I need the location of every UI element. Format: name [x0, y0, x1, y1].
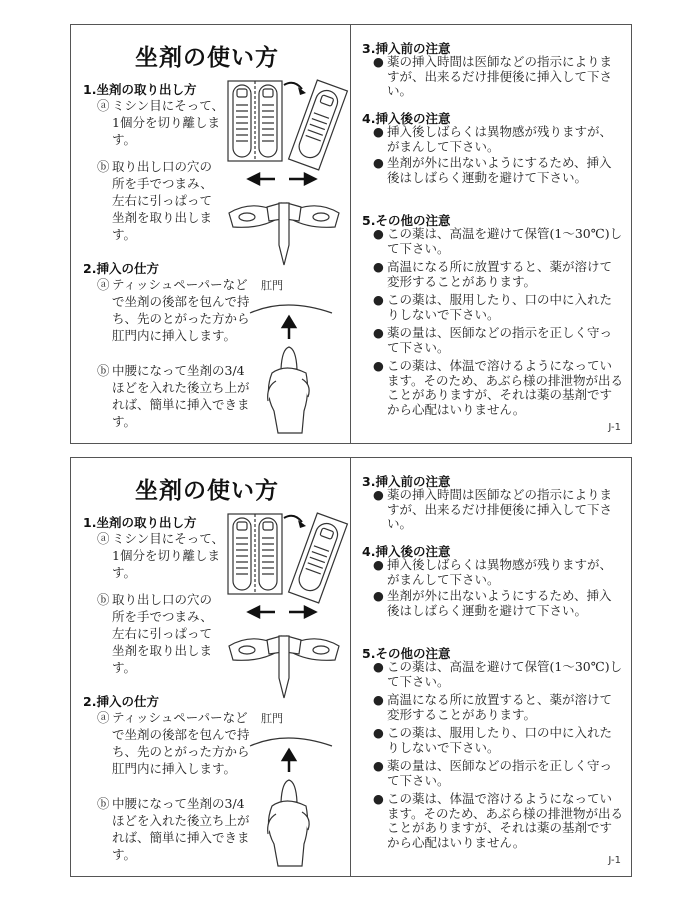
step-text: 取り出し口の穴の所を手でつまみ、左右に引っぱって坐剤を取り出します。 [112, 592, 213, 675]
step-text: 中腰になって坐剤の3/4ほどを入れた後立ち上がれば、簡単に挿入できます。 [112, 363, 250, 429]
bullet-icon: ● [373, 758, 384, 773]
bullet-icon: ● [373, 54, 384, 69]
insertion-illustration [246, 293, 336, 438]
note-text: 薬の量は、医師などの指示を正しく守って下さい。 [387, 325, 613, 355]
blister-pack-illustration [226, 75, 346, 185]
section-heading-other: 5.その他の注意 [362, 646, 451, 661]
bullet-icon: ● [373, 659, 384, 674]
bullet-icon: ● [373, 292, 384, 307]
section-heading-after: 4.挿入後の注意 [362, 544, 451, 559]
right-column [351, 25, 633, 443]
anus-label: 肛門 [261, 712, 283, 725]
bullet-icon: ● [373, 487, 384, 502]
bullet-icon: ● [373, 259, 384, 274]
bullet-icon: ● [373, 226, 384, 241]
document-code: J-1 [608, 422, 621, 433]
note-text: 坐剤が外に出ないようにするため、挿入後はしばらく運動を避けて下さい。 [387, 588, 612, 618]
section-heading-other: 5.その他の注意 [362, 213, 451, 228]
note-text: この薬は、高温を避けて保管(1〜30℃)して下さい。 [387, 226, 623, 256]
document-code: J-1 [608, 855, 621, 866]
note-bullet [373, 660, 623, 689]
left-column [71, 25, 350, 443]
note-text: 坐剤が外に出ないようにするため、挿入後はしばらく運動を避けて下さい。 [387, 155, 612, 185]
step-marker: ⓑ [97, 796, 110, 811]
note-text: 挿入後しばらくは異物感が残りますが、がまんして下さい。 [387, 124, 613, 154]
section-heading-before: 3.挿入前の注意 [362, 474, 451, 489]
note-text: この薬は、高温を避けて保管(1〜30℃)して下さい。 [387, 659, 623, 689]
bullet-icon: ● [373, 325, 384, 340]
removal-step-b [97, 158, 221, 243]
note-bullet [373, 726, 623, 755]
insertion-step-a [97, 709, 251, 777]
note-text: この薬は、服用したり、口の中に入れたりしないで下さい。 [387, 292, 613, 322]
note-bullet [373, 55, 623, 99]
step-text: ミシン目にそって、1個分を切り離します。 [112, 531, 224, 580]
step-marker: ⓐ [97, 531, 110, 546]
note-text: 挿入後しばらくは異物感が残りますが、がまんして下さい。 [387, 557, 613, 587]
note-text: この薬は、服用したり、口の中に入れたりしないで下さい。 [387, 725, 613, 755]
note-bullet [373, 156, 623, 185]
right-column [351, 458, 633, 876]
note-bullet [373, 227, 623, 256]
section-heading-removal: 1.坐剤の取り出し方 [83, 515, 197, 530]
step-text: 取り出し口の穴の所を手でつまみ、左右に引っぱって坐剤を取り出します。 [112, 159, 213, 242]
note-bullet [373, 488, 623, 532]
note-text: 高温になる所に放置すると、薬が溶けて変形することがあります。 [387, 259, 613, 289]
note-bullet [373, 558, 623, 587]
step-text: ティッシュペーパーなどで坐剤の後部を包んで持ち、先のとがった方から肛門内に挿入します。 [112, 710, 250, 776]
anus-label: 肛門 [261, 279, 283, 292]
bullet-icon: ● [373, 557, 384, 572]
note-text: この薬は、体温で溶けるようになっています。そのため、あぶら様の排泄物が出ることがありますが、それは薬の基剤ですから心配はいりません。 [387, 358, 624, 417]
bullet-icon: ● [373, 588, 384, 603]
blister-pack-illustration [226, 508, 346, 618]
step-text: 中腰になって坐剤の3/4ほどを入れた後立ち上がれば、簡単に挿入できます。 [112, 796, 250, 862]
removal-step-a [97, 97, 229, 148]
insertion-step-a [97, 276, 251, 344]
note-bullet [373, 589, 623, 618]
bullet-icon: ● [373, 155, 384, 170]
note-bullet [373, 326, 623, 355]
section-heading-before: 3.挿入前の注意 [362, 41, 451, 56]
note-text: 薬の挿入時間は医師などの指示によりますが、出来るだけ排便後に挿入して下さい。 [387, 54, 613, 98]
note-bullet [373, 693, 623, 722]
section-heading-after: 4.挿入後の注意 [362, 111, 451, 126]
section-heading-insertion: 2.挿入の仕方 [83, 261, 159, 276]
section-heading-insertion: 2.挿入の仕方 [83, 694, 159, 709]
insertion-step-b [97, 362, 251, 430]
bullet-icon: ● [373, 358, 384, 373]
step-marker: ⓑ [97, 363, 110, 378]
removal-step-b [97, 591, 221, 676]
bullet-icon: ● [373, 124, 384, 139]
step-marker: ⓐ [97, 277, 110, 292]
note-bullet [373, 792, 623, 850]
instruction-card [70, 457, 632, 877]
note-bullet [373, 260, 623, 289]
card-title: 坐剤の使い方 [135, 478, 279, 504]
step-text: ミシン目にそって、1個分を切り離します。 [112, 98, 224, 147]
instruction-card [70, 24, 632, 444]
note-bullet [373, 125, 623, 154]
insertion-step-b [97, 795, 251, 863]
left-column [71, 458, 350, 876]
insertion-illustration [246, 726, 336, 871]
step-text: ティッシュペーパーなどで坐剤の後部を包んで持ち、先のとがった方から肛門内に挿入します。 [112, 277, 250, 343]
pull-apart-illustration [219, 606, 349, 706]
bullet-icon: ● [373, 791, 384, 806]
note-bullet [373, 759, 623, 788]
pull-apart-illustration [219, 173, 349, 273]
note-text: この薬は、体温で溶けるようになっています。そのため、あぶら様の排泄物が出ることがありますが、それは薬の基剤ですから心配はいりません。 [387, 791, 624, 850]
bullet-icon: ● [373, 725, 384, 740]
card-title: 坐剤の使い方 [135, 45, 279, 71]
step-marker: ⓐ [97, 710, 110, 725]
note-text: 薬の挿入時間は医師などの指示によりますが、出来るだけ排便後に挿入して下さい。 [387, 487, 613, 531]
section-heading-removal: 1.坐剤の取り出し方 [83, 82, 197, 97]
note-bullet [373, 293, 623, 322]
step-marker: ⓐ [97, 98, 110, 113]
removal-step-a [97, 530, 229, 581]
note-text: 薬の量は、医師などの指示を正しく守って下さい。 [387, 758, 613, 788]
step-marker: ⓑ [97, 592, 110, 607]
note-bullet [373, 359, 623, 417]
bullet-icon: ● [373, 692, 384, 707]
note-text: 高温になる所に放置すると、薬が溶けて変形することがあります。 [387, 692, 613, 722]
step-marker: ⓑ [97, 159, 110, 174]
